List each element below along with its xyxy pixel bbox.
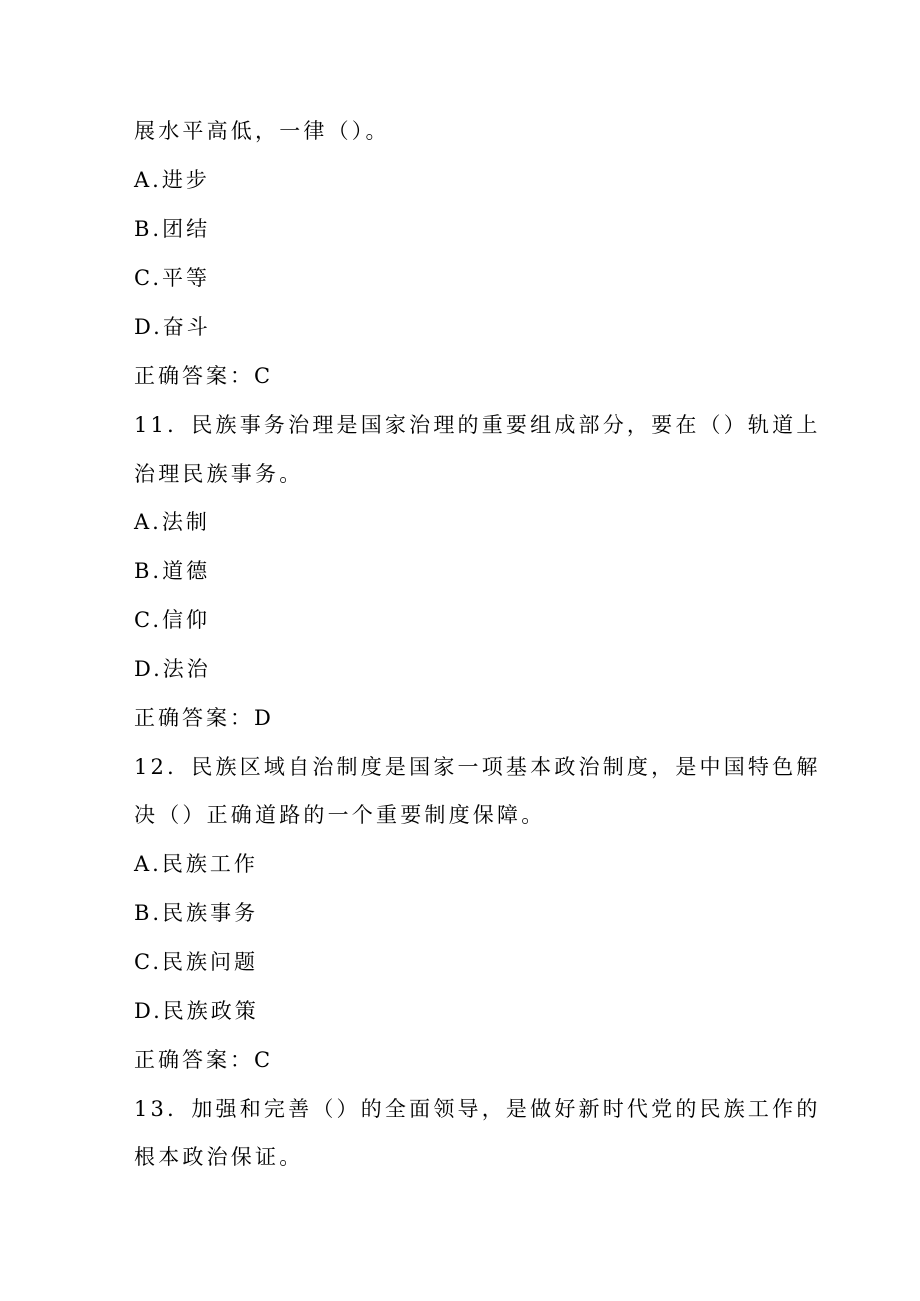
- q12-stem-line2: 决（）正确道路的一个重要制度保障。: [134, 803, 546, 827]
- q10-option-b: B.团结: [134, 217, 211, 241]
- q10-answer: 正确答案：C: [134, 364, 274, 388]
- q11-stem-line1: 11．民族事务治理是国家治理的重要组成部分，要在（）轨道上: [134, 413, 821, 437]
- q10-option-d: D.奋斗: [134, 315, 211, 339]
- q10-option-a: A.进步: [134, 168, 210, 192]
- q12-option-d: D.民族政策: [134, 999, 259, 1023]
- q12-option-b: B.民族事务: [134, 901, 259, 925]
- q12-option-a: A.民族工作: [134, 852, 258, 876]
- q12-answer: 正确答案：C: [134, 1048, 274, 1072]
- q12-option-c: C.民族问题: [134, 950, 258, 974]
- q11-option-a: A.法制: [134, 510, 210, 534]
- q11-stem-line2: 治理民族事务。: [134, 462, 304, 486]
- q10-stem-tail: 展水平高低，一律（）。: [134, 119, 390, 143]
- q11-option-c: C.信仰: [134, 608, 210, 632]
- q12-stem-line1: 12．民族区域自治制度是国家一项基本政治制度，是中国特色解: [134, 755, 821, 779]
- q10-option-c: C.平等: [134, 266, 210, 290]
- q11-option-d: D.法治: [134, 657, 211, 681]
- q13-stem-line1: 13．加强和完善（）的全面领导，是做好新时代党的民族工作的: [134, 1097, 821, 1121]
- q11-option-b: B.道德: [134, 559, 211, 583]
- q13-stem-line2: 根本政治保证。: [134, 1145, 304, 1169]
- q11-answer: 正确答案：D: [134, 706, 274, 730]
